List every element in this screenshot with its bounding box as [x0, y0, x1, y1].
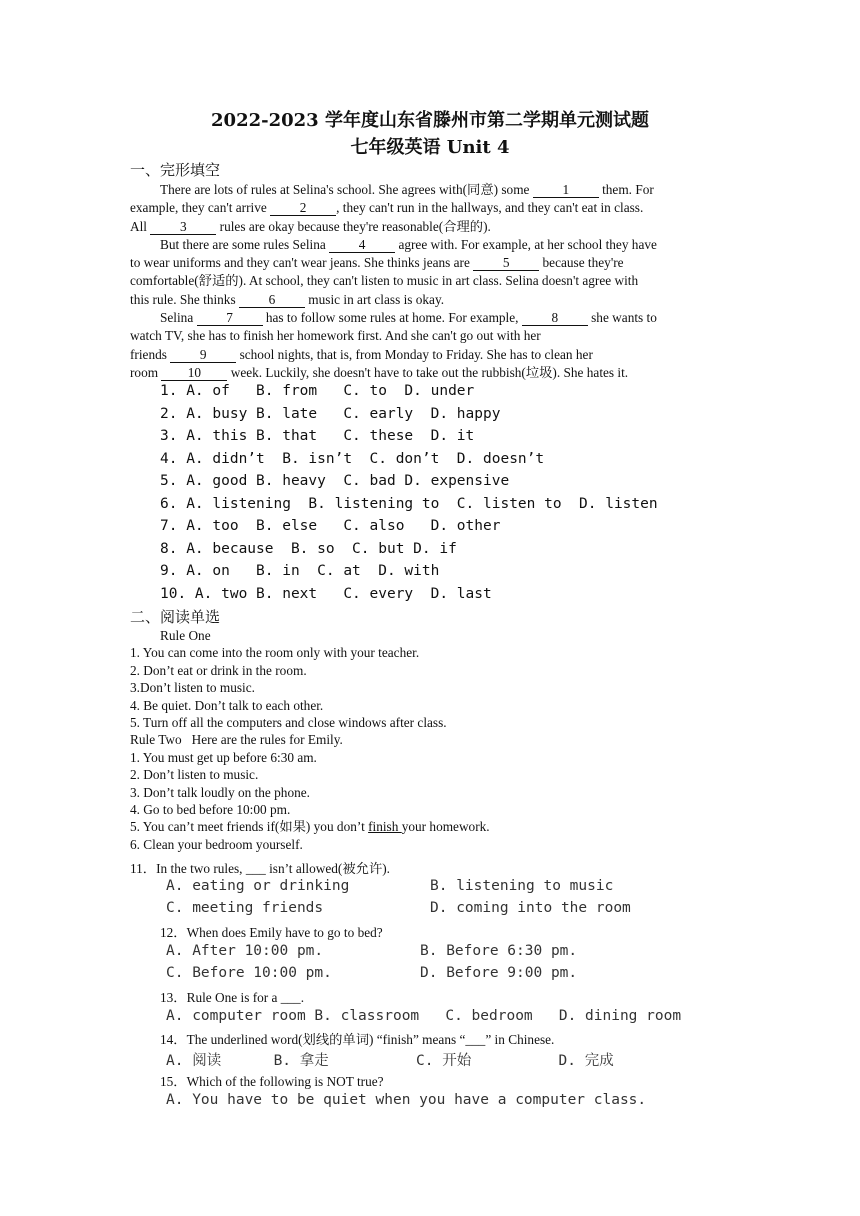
option-row-2: 2. A. busy B. late C. early D. happy: [160, 405, 501, 422]
q12-option-b: B. Before 6:30 pm.: [420, 943, 578, 959]
text: because they're: [539, 255, 624, 271]
q11-option-c: C. meeting friends: [166, 900, 324, 916]
text: friends: [130, 346, 171, 362]
rule-one-item: 5. Turn off all the computers and close windows after class.: [130, 714, 447, 730]
rule-two-item: 4. Go to bed before 10:00 pm.: [130, 801, 291, 817]
passage-line: [130, 254, 730, 272]
option-row-10: 10. A. two B. next C. every D. last: [160, 585, 492, 602]
text: room: [130, 364, 162, 380]
q14-options: A. 阅读 B. 拿走 C. 开始 D. 完成: [166, 1053, 614, 1069]
section-heading-reading: 二、阅读单选: [130, 608, 221, 626]
passage-line: [130, 199, 730, 217]
rule-one-item: 4. Be quiet. Don’t talk to each other.: [130, 697, 324, 713]
text: There are lots of rules at Selina's school. She agrees with(同意) some: [160, 182, 533, 197]
blank-7: 7: [197, 311, 263, 326]
rule-two-item: 2. Don’t listen to music.: [130, 767, 259, 783]
section-heading-cloze: 一、完形填空: [130, 161, 221, 179]
rule-two-title: Rule Two Here are the rules for Emily.: [130, 732, 343, 748]
option-row-7: 7. A. too B. else C. also D. other: [160, 518, 501, 534]
question-14: 14．The underlined word(划线的单词) “finish” means “___” in Chinese.: [160, 1032, 555, 1047]
text: rules are okay because they're reasonable(合理的).: [216, 218, 491, 234]
passage-line: [130, 181, 730, 199]
passage-line: [130, 346, 730, 364]
rule-one-item: 2. Don’t eat or drink in the room.: [130, 662, 307, 678]
cloze-options: [160, 380, 658, 605]
blank-4: 4: [329, 238, 395, 253]
rules-block: [130, 627, 490, 853]
q13-options: A. computer room B. classroom C. bedroom D. dining room: [166, 1008, 682, 1024]
passage-line: [130, 309, 730, 327]
question-15: 15．Which of the following is NOT true?: [160, 1074, 384, 1089]
q11-option-a: A. eating or drinking: [166, 878, 350, 894]
text: But there are some rules Selina: [160, 236, 330, 252]
text: she wants to: [587, 310, 657, 326]
passage-line: [130, 218, 730, 236]
option-row-5: 5. A. good B. heavy C. bad D. expensive: [160, 473, 510, 489]
exam-title: 2022-2023 学年度山东省滕州市第二学期单元测试题: [211, 110, 649, 131]
option-row-4: 4. A. didn’t B. isn’t C. don’t D. doesn’t: [160, 450, 545, 467]
q11-option-b: B. listening to music: [430, 878, 614, 894]
blank-6: 6: [239, 293, 305, 308]
text: agree with. For example, at her school they have: [395, 236, 657, 252]
rule-two-item: 1. You must get up before 6:30 am.: [130, 749, 317, 765]
rule-one-title: Rule One: [160, 628, 211, 643]
text: to wear uniforms and they can't wear jeans. She thinks jeans are: [130, 255, 474, 271]
text: them. For: [598, 182, 654, 197]
text: 5. You can’t meet friends if(如果) you don’t: [130, 819, 369, 835]
option-row-1: 1. A. of B. from C. to D. under: [160, 383, 475, 399]
blank-8: 8: [522, 311, 588, 326]
rule-one-item: 3.Don’t listen to music.: [130, 680, 255, 696]
option-row-9: 9. A. on B. in C. at D. with: [160, 563, 440, 579]
passage-line: [130, 291, 730, 309]
text: has to follow some rules at home. For example,: [262, 310, 522, 326]
question-11: 11．In the two rules, ___ isn’t allowed(被允许).: [130, 861, 390, 876]
text: school nights, that is, from Monday to Friday. She has to clean her: [236, 346, 593, 362]
blank-3: 3: [150, 220, 216, 235]
text: Selina: [160, 310, 197, 326]
blank-5: 5: [473, 256, 539, 271]
rule-two-item: 6. Clean your bedroom yourself.: [130, 836, 303, 852]
q15-option-a: A. You have to be quiet when you have a computer class.: [166, 1092, 647, 1108]
rule-two-item: [130, 818, 490, 835]
blank-9: 9: [170, 348, 236, 363]
rule-two-item: 3. Don’t talk loudly on the phone.: [130, 784, 310, 800]
q11-option-d: D. coming into the room: [430, 900, 631, 916]
rule-one-item: 1. You can come into the room only with your teacher.: [130, 645, 420, 661]
text: All: [130, 218, 151, 234]
text: week. Luckily, she doesn't have to take out the rubbish(垃圾). She hates it.: [227, 364, 629, 380]
question-13: 13．Rule One is for a ___.: [160, 990, 305, 1005]
question-12: 12．When does Emily have to go to bed?: [160, 925, 383, 940]
text: example, they can't arrive: [130, 200, 271, 216]
q12-option-d: D. Before 9:00 pm.: [420, 965, 578, 981]
blank-2: 2: [270, 201, 336, 216]
blank-10: 10: [161, 366, 227, 381]
option-row-6: 6. A. listening B. listening to C. listen to D. listen: [160, 495, 658, 512]
text: this rule. She thinks: [130, 291, 239, 307]
passage-line: [130, 236, 730, 254]
text: your homework.: [401, 819, 490, 835]
q12-option-c: C. Before 10:00 pm.: [166, 965, 332, 981]
blank-1: 1: [533, 183, 599, 198]
passage-line: comfortable(舒适的). At school, they can't listen to music in art class. Selina doesn't agree with: [130, 273, 639, 289]
underlined-word: finish: [368, 819, 402, 835]
option-row-3: 3. A. this B. that C. these D. it: [160, 428, 475, 444]
q12-option-a: A. After 10:00 pm.: [166, 943, 324, 959]
passage-line: watch TV, she has to finish her homework first. And she can't go out with her: [130, 328, 541, 344]
exam-subtitle: 七年级英语 Unit 4: [350, 137, 510, 158]
text: music in art class is okay.: [304, 291, 445, 307]
text: , they can't run in the hallways, and they can't eat in class.: [336, 200, 644, 216]
option-row-8: 8. A. because B. so C. but D. if: [160, 540, 457, 557]
cloze-passage: [130, 181, 730, 382]
